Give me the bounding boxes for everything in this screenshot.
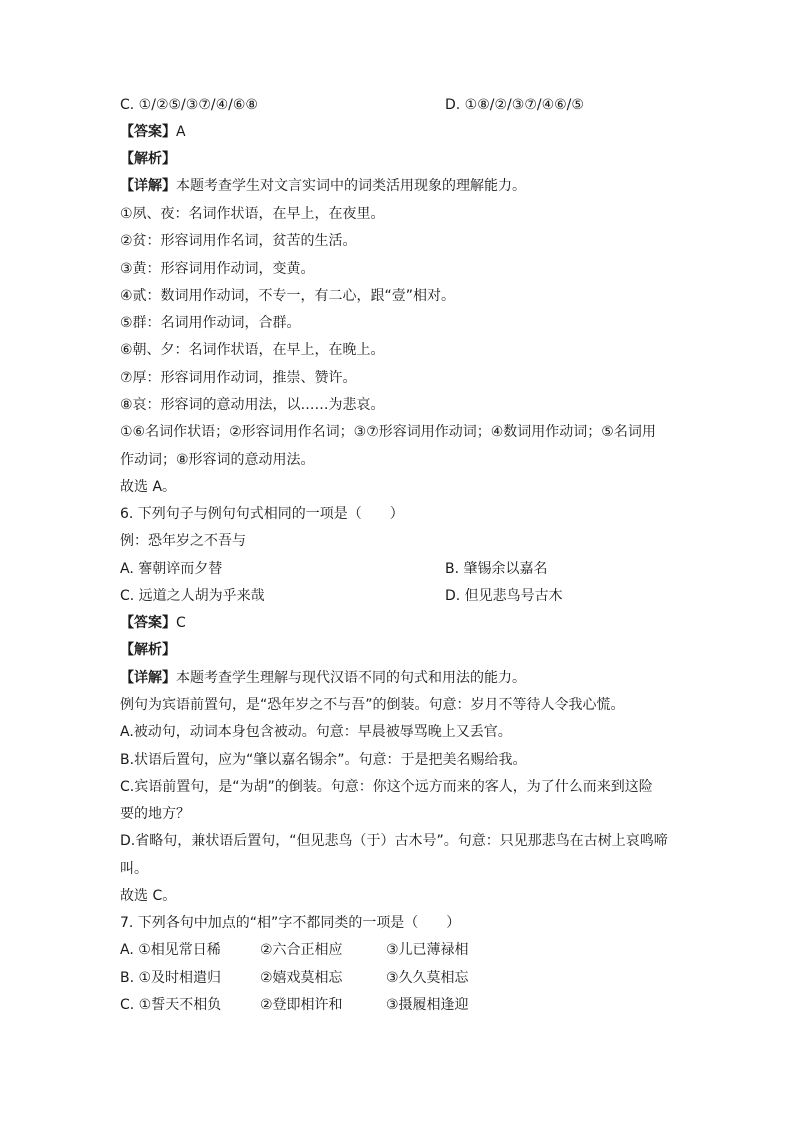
q6-detail-line: D.省略句，兼状语后置句，“但见悲鸟（于）古木号”。句意：只见那悲鸟在古树上哀鸣啼 [120,833,668,849]
q6-detail-line: B.状语后置句，应为“肇以嘉名锡余”。句意：于是把美名赐给我。 [120,752,527,768]
q7-option-part: ③儿已薄禄相 [386,942,469,958]
q5-detail-intro [120,176,526,196]
q5-detail-item: ⑤群：名词用作动词，合群。 [120,315,301,331]
q6-detail-line: A.被动句，动词本身包含被动。句意：早晨被辱骂晚上又丢官。 [120,724,512,740]
q7-stem: 7. 下列各句中加点的“相”字不都同类的一项是（ ） [120,915,461,931]
q7-option-label: A. ①相见常日稀 [120,942,221,958]
detail-intro-text: 本题考查学生理解与现代汉语不同的句式和用法的能力。 [176,670,526,686]
q6-conclusion: 故选 C。 [120,888,177,904]
q5-option-c: C. ①/②⑤/③⑦/④/⑥⑧ [120,97,258,113]
q5-summary-line-1: ①⑥名词作状语；②形容词用作名词；③⑦形容词用作动词；④数词用作动词；⑤名词用 [120,424,656,440]
q7-option-part: ②嬉戏莫相忘 [260,970,343,986]
q7-option-label: C. ①誓天不相负 [120,997,222,1013]
q7-option-part: ②六合正相应 [260,942,343,958]
q5-options-cd [120,95,680,115]
detail-tag: 【详解】 [120,178,176,194]
answer-tag: 【答案】 [120,615,176,631]
q6-detail-line: 叫。 [120,861,148,877]
q6-options-cd [120,586,680,606]
q7-option-part: ③久久莫相忘 [386,970,469,986]
q7-option-b [120,968,469,988]
q5-detail-item: ⑥朝、夕：名词作状语，在早上，在晚上。 [120,342,385,358]
q5-detail-item: ②贫：形容词用作名词，贫苦的生活。 [120,233,357,249]
q7-option-c [120,995,469,1015]
q6-example: 例：恐年岁之不吾与 [120,533,246,549]
q7-option-a [120,940,469,960]
q6-detail-intro [120,668,526,688]
q7-option-part: ③摄履相逢迎 [386,997,469,1013]
q5-analysis-tag: 【解析】 [120,151,176,167]
q5-detail-item: ④贰：数词用作动词，不专一，有二心，跟“壹”相对。 [120,288,456,304]
q6-analysis-tag: 【解析】 [120,642,176,658]
q6-stem: 6. 下列句子与例句句式相同的一项是（ ） [120,506,404,522]
q7-option-label: B. ①及时相遣归 [120,970,222,986]
q6-option-a: A. 謇朝谇而夕替 [120,561,223,577]
q6-detail-line: C.宾语前置句，是“为胡”的倒装。句意：你这个远方而来的客人，为了什么而来到这险 [120,779,653,795]
q6-option-c: C. 远道之人胡为乎来哉 [120,588,265,604]
q5-option-d: D. ①⑧/②/③⑦/④⑥/⑤ [445,97,584,113]
answer-value: C [176,615,186,631]
q5-answer [120,122,186,142]
detail-intro-text: 本题考查学生对文言实词中的词类活用现象的理解能力。 [176,178,526,194]
q5-detail-item: ③黄：形容词用作动词，变黄。 [120,261,315,277]
q5-detail-item: ①夙、夜：名词作状语，在早上，在夜里。 [120,206,385,222]
answer-value: A [176,124,186,140]
q7-option-part: ②登即相许和 [260,997,343,1013]
q6-detail-line: 要的地方？ [120,806,190,822]
q6-option-b: B. 肇锡余以嘉名 [445,561,548,577]
q6-answer [120,613,186,633]
detail-tag: 【详解】 [120,670,176,686]
q6-options-ab [120,559,680,579]
q6-detail-line: 例句为宾语前置句，是“恐年岁之不与吾”的倒装。句意：岁月不等待人令我心慌。 [120,697,625,713]
q5-detail-item: ⑧哀：形容词的意动用法，以……为悲哀。 [120,397,385,413]
q6-option-d: D. 但见悲鸟号古木 [445,588,563,604]
q5-detail-item: ⑦厚：形容词用作动词，推崇、赞许。 [120,370,357,386]
answer-tag: 【答案】 [120,124,176,140]
q5-summary-line-2: 作动词；⑧形容词的意动用法。 [120,452,315,468]
q5-conclusion: 故选 A。 [120,479,177,495]
